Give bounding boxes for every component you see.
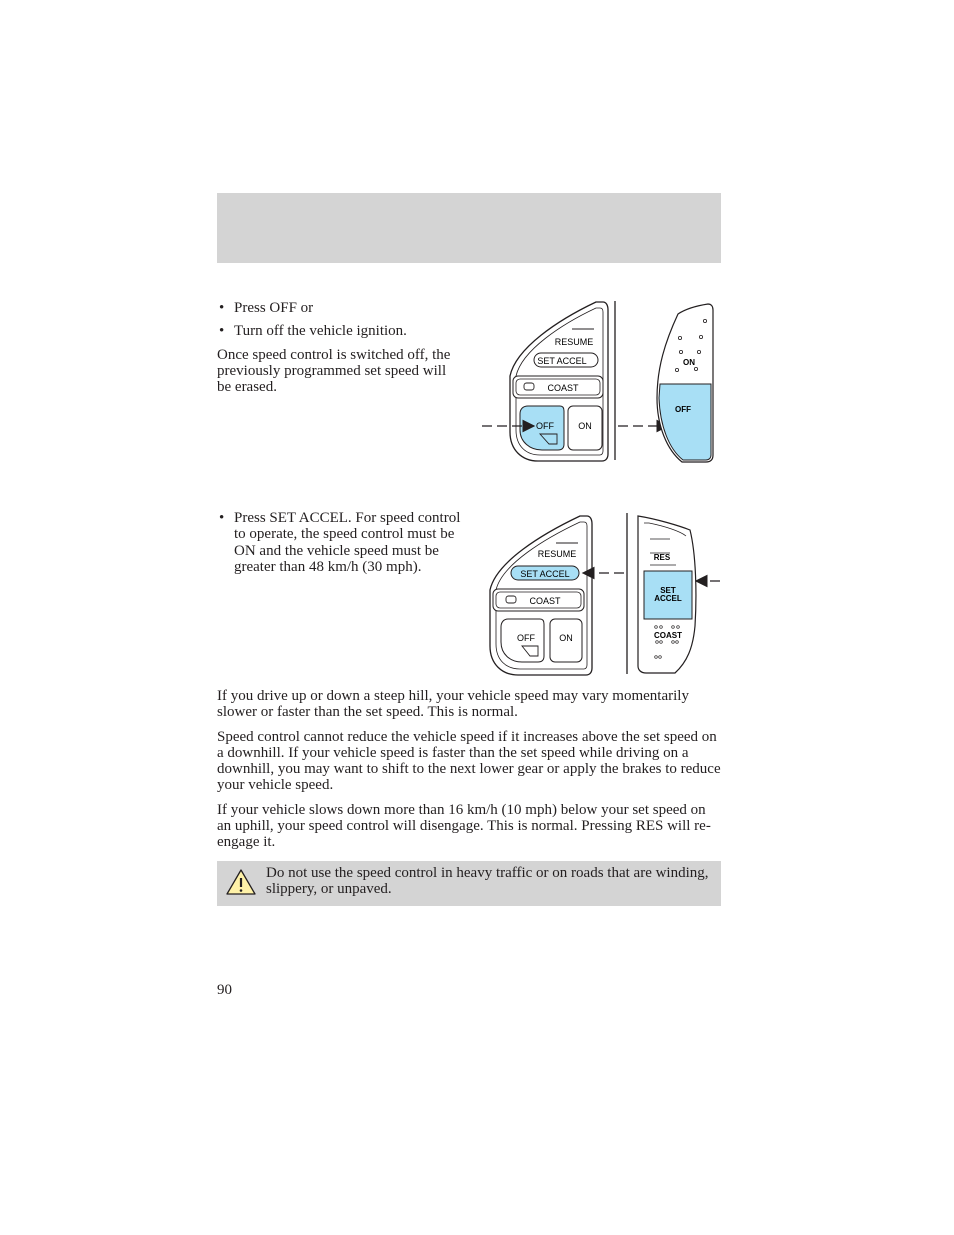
off-label: OFF (517, 633, 535, 643)
set-accel-label: SET ACCEL (520, 569, 570, 579)
speed-control-set-accel-figure (486, 510, 721, 678)
page-number: 90 (217, 982, 232, 998)
bullet-item: • Press SET ACCEL. For speed control to operate, the speed control must be ON and the vehicle speed must be greater than 48 km/h (30 mph). (219, 510, 461, 575)
coast-label: COAST (529, 596, 561, 606)
bullet-text: Press OFF or (234, 300, 314, 316)
on-label: ON (578, 421, 592, 431)
section-header-band (217, 193, 721, 263)
section1-bullets (217, 300, 467, 340)
warning-text: Do not use the speed control in heavy traffic or on roads that are winding, slippery, or unpaved. (266, 865, 709, 898)
resume-label: RESUME (537, 549, 577, 559)
warning-triangle-icon (225, 868, 257, 896)
body-paragraph: If your vehicle slows down more than 16 km/h (10 mph) below your set speed on an uphill, your speed control will disengage. This is normal. Pressing RES will re-engage it. (217, 801, 711, 851)
off-label: OFF (536, 421, 554, 431)
coast-label: COAST (547, 383, 579, 393)
side-set-label: SET (660, 586, 676, 595)
side-coast-label: COAST (654, 631, 682, 640)
bullet-item: • Press OFF or (219, 300, 314, 316)
section1-text (217, 300, 467, 403)
section2-bullets (217, 510, 462, 575)
set-accel-label: SET ACCEL (537, 356, 587, 366)
body-paragraph: Speed control cannot reduce the vehicle speed if it increases above the set speed on a downhill. If your vehicle speed is faster than the set speed while driving on a downhill, you may want to shift to the next lower gear or apply the brakes to reduce your vehicle speed. (217, 728, 721, 794)
section1-paragraph: Once speed control is switched off, the previously programmed set speed will be erased. (217, 346, 451, 396)
side-res-label: RES (653, 553, 671, 562)
bullet-text: Turn off the vehicle ignition. (234, 323, 407, 340)
body-paragraph: If you drive up or down a steep hill, your vehicle speed may vary momentarily slower or faster than the set speed. This is normal. (217, 688, 689, 721)
side-accel-label: ACCEL (654, 594, 682, 603)
body-text (217, 688, 721, 859)
section2-text (217, 510, 462, 582)
warning-box (217, 861, 721, 906)
side-off-label: OFF (675, 405, 691, 414)
on-label: ON (559, 633, 573, 643)
bullet-item: • Turn off the vehicle ignition. (219, 323, 407, 340)
resume-label: RESUME (554, 337, 594, 347)
side-on-label: ON (683, 358, 695, 367)
bullet-text: Press SET ACCEL. For speed control to operate, the speed control must be ON and the vehicle speed must be greater than 48 km/h (30 mph). (234, 510, 461, 575)
speed-control-off-figure (478, 298, 721, 470)
